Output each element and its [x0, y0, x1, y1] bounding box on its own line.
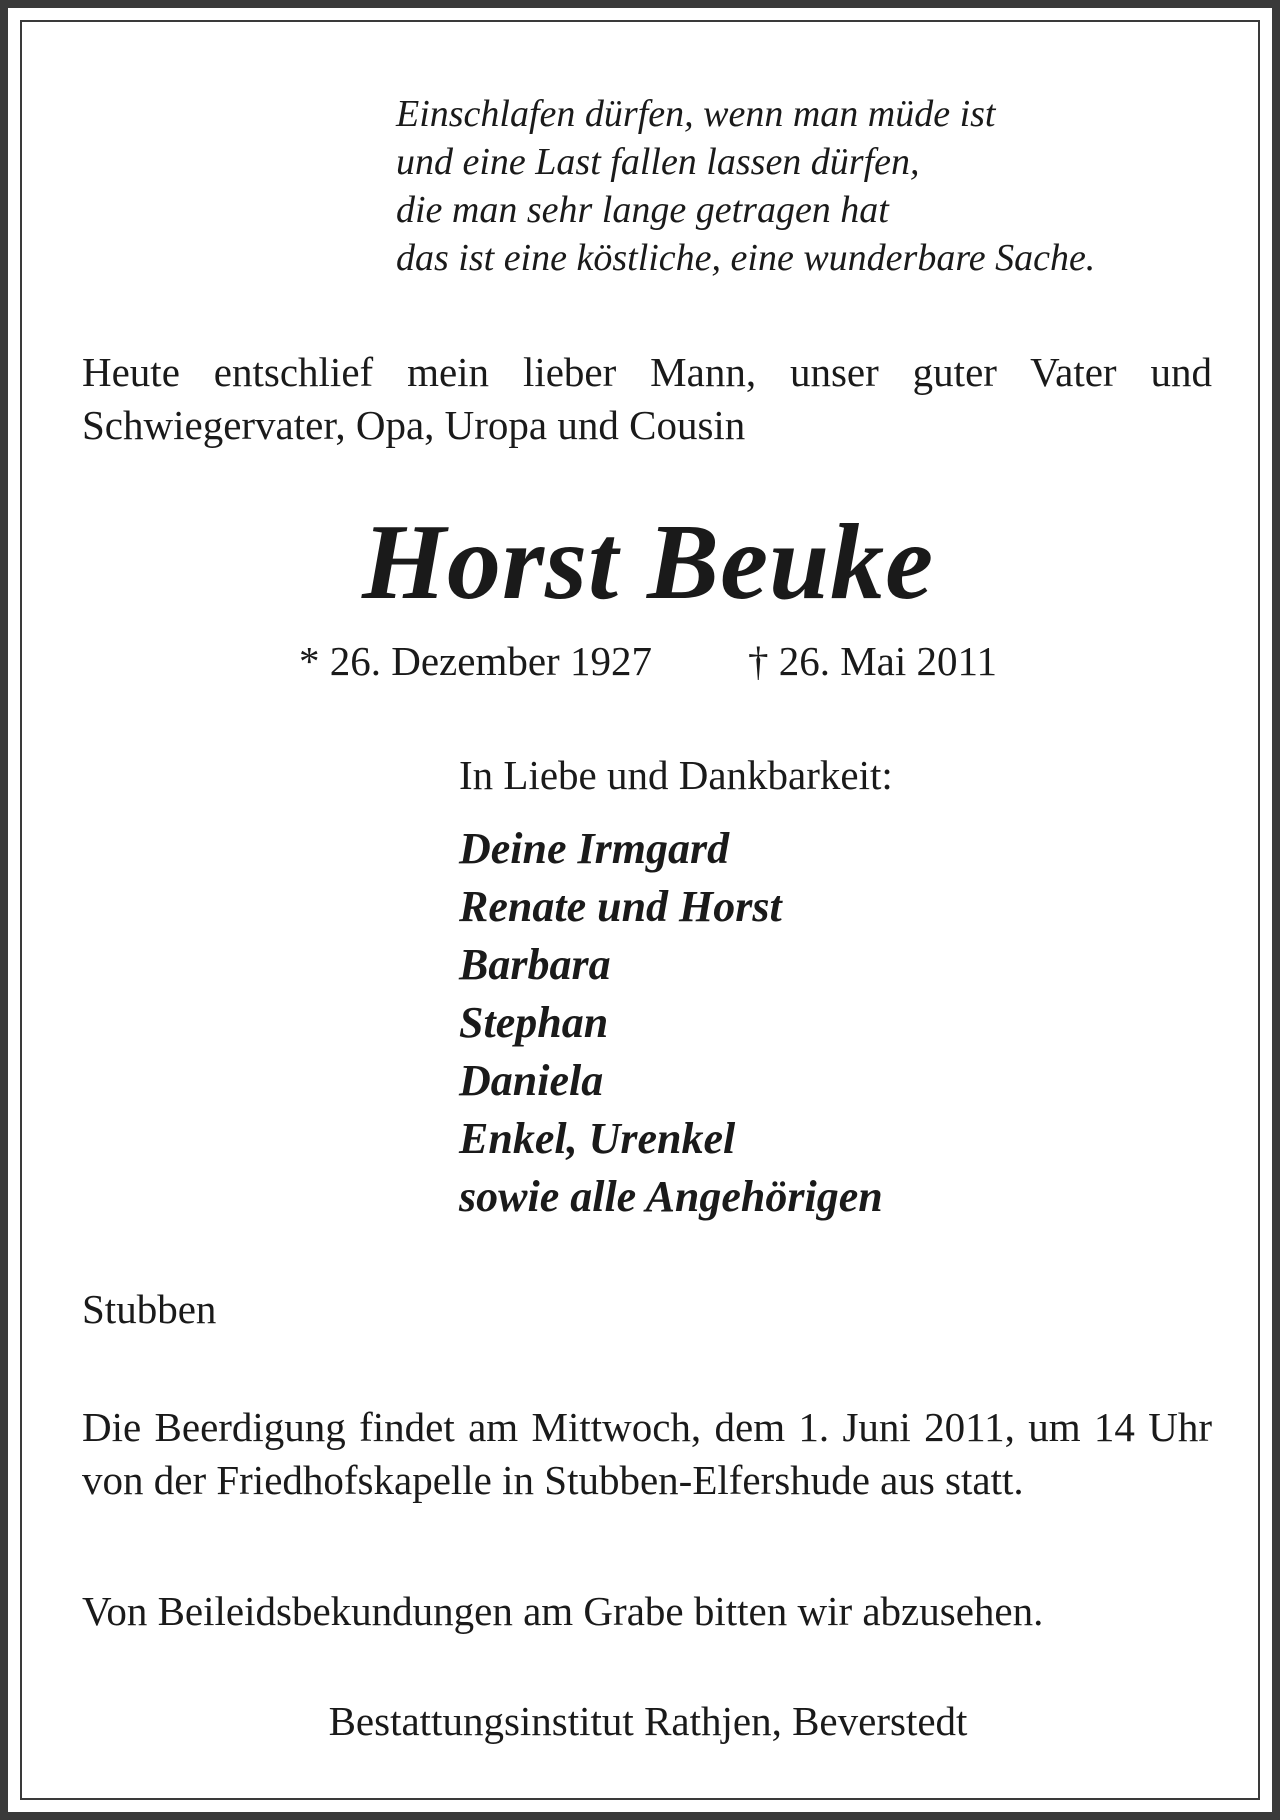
poem-quote	[396, 90, 1095, 282]
mourner-name: Barbara	[459, 940, 611, 989]
poem-line: und eine Last fallen lassen dürfen,	[396, 141, 920, 183]
life-dates	[8, 636, 1280, 686]
birth-date: * 26. Dezember 1927	[299, 638, 652, 684]
deceased-name: Horst Beuke	[361, 503, 935, 622]
mourner-name: Renate und Horst	[459, 882, 782, 931]
poem-line: Einschlafen dürfen, wenn man müde ist	[396, 93, 996, 135]
mourner-name: Enkel, Urenkel	[459, 1114, 736, 1163]
mourner-name: sowie alle Angehörigen	[459, 1172, 883, 1221]
mourner-name: Daniela	[459, 1056, 604, 1105]
place-name: Stubben	[82, 1286, 217, 1332]
funeral-home: Bestattungsinstitut Rathjen, Beverstedt	[328, 1698, 968, 1744]
funeral-info: Die Beerdigung findet am Mittwoch, dem 1. Juni 2011, um 14 Uhr von der Friedhofskapelle in Stubben-Elfershude aus statt.	[82, 1404, 1212, 1503]
poem-line: die man sehr lange getragen hat	[396, 189, 889, 231]
thanks-line: In Liebe und Dankbarkeit:	[459, 752, 893, 798]
mourner-name: Stephan	[459, 998, 609, 1047]
intro-text: Heute entschlief mein lieber Mann, unser guter Vater und Schwiegervater, Opa, Uropa und Cousin	[82, 349, 1212, 448]
poem-line: das ist eine köstliche, eine wunderbare Sache.	[396, 237, 1096, 279]
death-date: † 26. Mai 2011	[747, 638, 997, 684]
condolence-note: Von Beileidsbekundungen am Grabe bitten wir abzusehen.	[82, 1588, 1044, 1634]
mourner-name: Deine Irmgard	[459, 824, 730, 873]
mourners-list	[459, 820, 883, 1226]
